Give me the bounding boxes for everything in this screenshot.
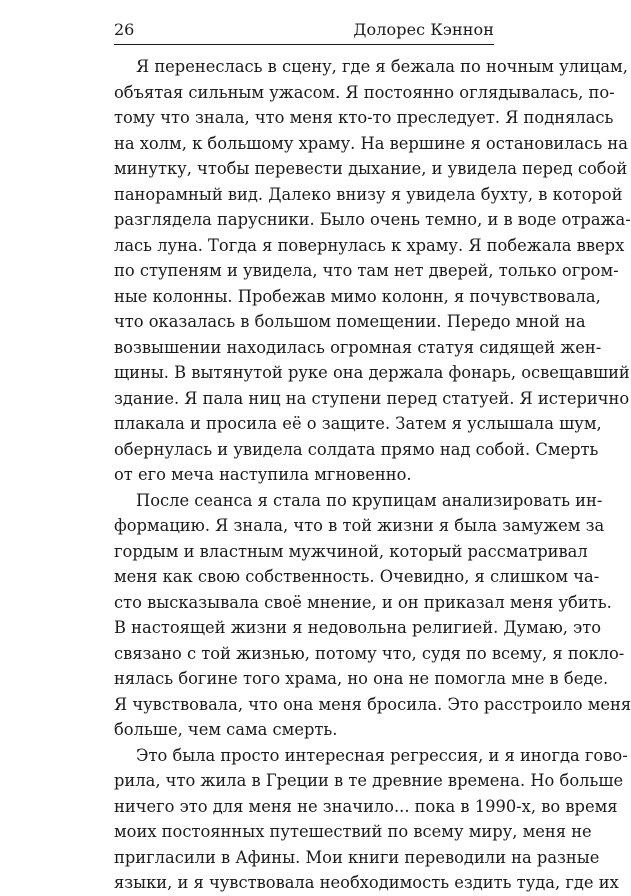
text-line: обернулась и увидела солдата прямо над собой. Смерть <box>114 439 599 459</box>
text-line: гордым и властным мужчиной, который рассматривал <box>114 541 588 561</box>
text-line: нялась богине того храма, но она не помогла мне в беде. <box>114 669 609 688</box>
text-line: связано с той жизнью, потому что, судя по всему, я покло- <box>114 643 625 663</box>
text-line: на холм, к большому храму. На вершине я остановилась на <box>114 133 628 153</box>
text-line: меня как свою собственность. Очевидно, я слишком ча- <box>114 567 600 586</box>
text-line: больше, чем сама смерть. <box>114 720 338 739</box>
text-line: минутку, чтобы перевести дыхание, и увидела перед собой <box>114 159 628 178</box>
text-line: объятая сильным ужасом. Я постоянно оглядывалась, по- <box>114 82 615 102</box>
text-line: от его меча наступила мгновенно. <box>114 465 412 484</box>
text-line: сто высказывала своё мнение, и он приказал меня убить. <box>114 592 612 612</box>
text-line: формацию. Я знала, что в той жизни я была замужем за <box>114 516 605 535</box>
text-line: тому что знала, что меня кто-то преследует. Я поднялась <box>114 108 614 127</box>
paragraph <box>114 54 631 488</box>
text-line: лась луна. Тогда я повернулась к храму. Я побежала вверх <box>114 235 625 255</box>
page-header <box>114 12 494 45</box>
paragraph <box>114 488 631 743</box>
text-line: панорамный вид. Далеко внизу я увидела бухту, в которой <box>114 184 623 204</box>
text-line: пригласили в Афины. Мои книги переводили на разные <box>114 847 600 867</box>
text-line: здание. Я пала ниц на ступени перед статуей. Я истерично <box>114 388 630 408</box>
text-line: плакала и просила её о защите. Затем я услышала шум, <box>114 414 602 433</box>
paragraph <box>114 743 628 896</box>
text-line: Это была просто интересная регрессия, и я иногда гово- <box>136 745 628 765</box>
text-line: моих постоянных путешествий по всему миру, меня не <box>114 822 592 841</box>
text-line: ничего это для меня не значило... пока в 1990-х, во время <box>114 796 618 816</box>
text-line: языки, и я чувствовала необходимость ездить туда, где их <box>114 873 619 892</box>
text-line: ные колонны. Пробежав мимо колонн, я почувствовала, <box>114 286 601 306</box>
text-line: что оказалась в большом помещении. Передо мной на <box>114 312 586 331</box>
text-line: по ступеням и увидела, что там нет дверей, только огром- <box>114 261 619 280</box>
text-line: Я чувствовала, что она меня бросила. Это расстроило меня <box>114 694 631 714</box>
text-line: разглядела парусники. Было очень темно, и в воде отража- <box>114 210 631 229</box>
text-line: рила, что жила в Греции в те древние времена. Но больше <box>114 771 624 790</box>
page-number: 26 <box>114 20 135 39</box>
text-line: возвышении находилась огромная статуя сидящей жен- <box>114 337 602 357</box>
text-line: щины. В вытянутой руке она держала фонарь, освещавший <box>114 363 630 382</box>
running-title: Долорес Кэннон <box>353 20 494 39</box>
text-line: Я перенеслась в сцену, где я бежала по ночным улицам, <box>136 57 628 76</box>
text-line: В настоящей жизни я недовольна религией. Думаю, это <box>114 618 602 637</box>
text-line: После сеанса я стала по крупицам анализировать ин- <box>136 490 603 510</box>
body-text <box>114 54 631 896</box>
